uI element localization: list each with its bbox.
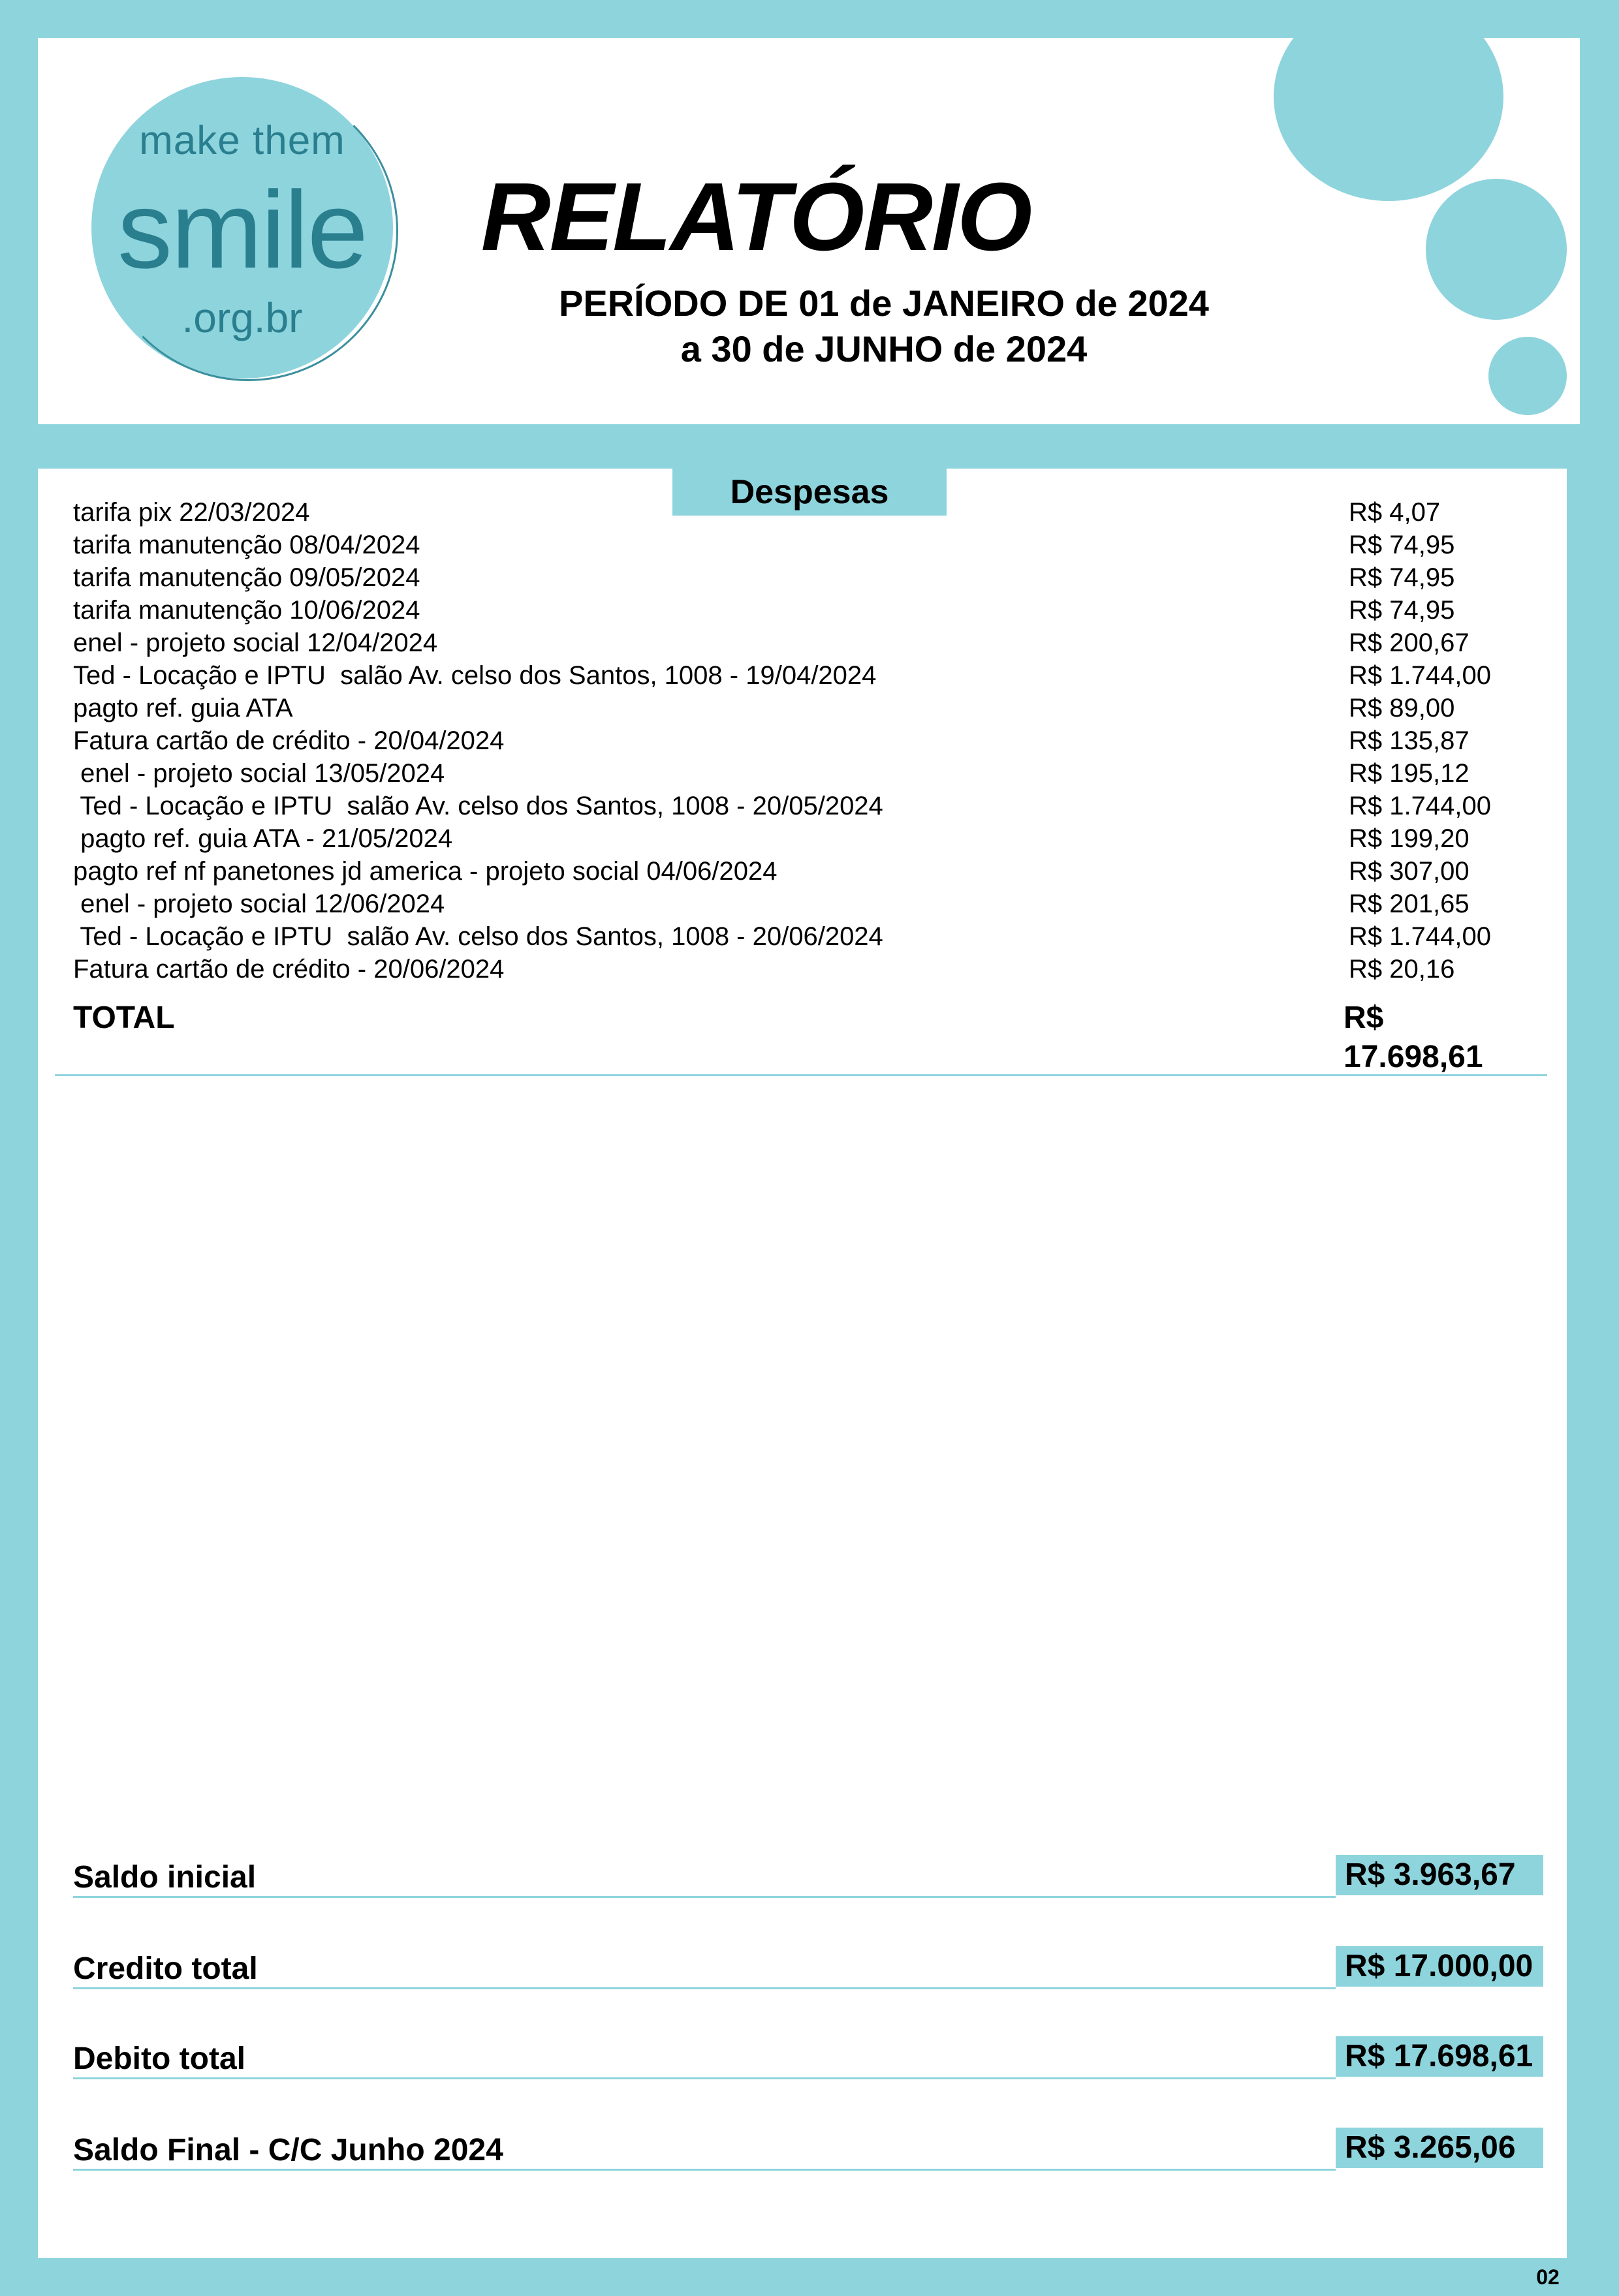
expense-amount: R$ 4,07 [1349,498,1441,527]
expense-description: tarifa manutenção 09/05/2024 [73,563,420,592]
expense-row [73,594,1529,627]
logo-line2: smile [117,168,368,291]
expense-row [73,822,1529,855]
expense-description: pagto ref nf panetones jd america - projeto social 04/06/2024 [73,857,778,886]
expense-description: Fatura cartão de crédito - 20/04/2024 [73,726,505,755]
expense-row [73,920,1529,953]
expense-row [73,529,1529,561]
expense-amount: R$ 1.744,00 [1349,661,1491,690]
expense-row [73,724,1529,757]
total-row [73,999,1529,1074]
expense-amount: R$ 307,00 [1349,857,1470,886]
summary-label: Saldo inicial [73,1860,257,1895]
expenses-heading: Despesas [672,469,947,516]
expense-description: Ted - Locação e IPTU salão Av. celso dos Santos, 1008 - 20/06/2024 [73,922,883,951]
expense-row [73,692,1529,724]
summary-label: Saldo Final - C/C Junho 2024 [73,2133,503,2167]
logo-line1: make them [139,118,345,163]
expense-amount: R$ 89,00 [1349,694,1455,722]
expense-amount: R$ 195,12 [1349,759,1470,788]
summary-row [73,1946,1533,1989]
logo-line3: .org.br [181,294,303,341]
summary-amount: R$ 3.963,67 [1336,1855,1543,1895]
expense-row [73,953,1529,985]
expense-row [73,627,1529,659]
total-label: TOTAL [73,1001,175,1035]
expense-row [73,561,1529,594]
summary-label: Credito total [73,1951,258,1986]
decorative-circle-small [1488,337,1567,415]
expense-amount: R$ 1.744,00 [1349,792,1491,820]
summary-amount: R$ 17.698,61 [1336,2036,1543,2077]
expense-amount: R$ 74,95 [1349,531,1455,559]
summary-amount: R$ 17.000,00 [1336,1946,1543,1987]
expense-amount: R$ 199,20 [1349,824,1470,853]
period-line2: a 30 de JUNHO de 2024 [680,328,1088,369]
summary-underline [73,1896,1336,1898]
expense-description: enel - projeto social 12/04/2024 [73,628,438,657]
expense-row [73,790,1529,822]
expense-description: Ted - Locação e IPTU salão Av. celso dos Santos, 1008 - 20/05/2024 [73,792,883,820]
expense-row [73,659,1529,692]
expense-description: tarifa manutenção 10/06/2024 [73,596,420,625]
expense-row [73,496,1529,529]
expense-description: tarifa manutenção 08/04/2024 [73,531,420,559]
summary-label: Debito total [73,2041,245,2076]
main-panel [38,469,1567,2289]
total-amount: R$ 17.698,61 [1344,1001,1483,1074]
summary-underline [73,1987,1336,1989]
expense-amount: R$ 74,95 [1349,596,1455,625]
expense-amount: R$ 201,65 [1349,890,1470,918]
expense-description: pagto ref. guia ATA - 21/05/2024 [73,824,453,853]
expense-amount: R$ 1.744,00 [1349,922,1491,951]
expense-amount: R$ 20,16 [1349,955,1455,984]
expense-row [73,757,1529,790]
page-title: RELATÓRIO [480,163,1031,271]
period-line1: PERÍODO DE 01 de JANEIRO de 2024 [559,283,1209,324]
expense-amount: R$ 135,87 [1349,726,1470,755]
summary-row [73,1855,1516,1898]
page-number: 02 [1529,2258,1567,2296]
expense-row [73,855,1529,888]
summary-row [73,2128,1516,2171]
period-subtitle [492,281,1276,372]
header-panel [38,38,1580,424]
expense-row [73,888,1529,920]
expense-description: Ted - Locação e IPTU salão Av. celso dos Santos, 1008 - 19/04/2024 [73,661,877,690]
expense-amount: R$ 200,67 [1349,628,1470,657]
expense-description: Fatura cartão de crédito - 20/06/2024 [73,955,505,984]
expense-amount: R$ 74,95 [1349,563,1455,592]
summary-row [73,2036,1533,2079]
summary-underline [73,2077,1336,2079]
expense-description: pagto ref. guia ATA [73,694,293,722]
expense-description: enel - projeto social 12/06/2024 [73,890,445,918]
expense-description: tarifa pix 22/03/2024 [73,498,310,527]
summary-underline [73,2169,1336,2171]
expense-description: enel - projeto social 13/05/2024 [73,759,445,788]
summary-amount: R$ 3.265,06 [1336,2128,1543,2168]
divider [55,1074,1547,1076]
